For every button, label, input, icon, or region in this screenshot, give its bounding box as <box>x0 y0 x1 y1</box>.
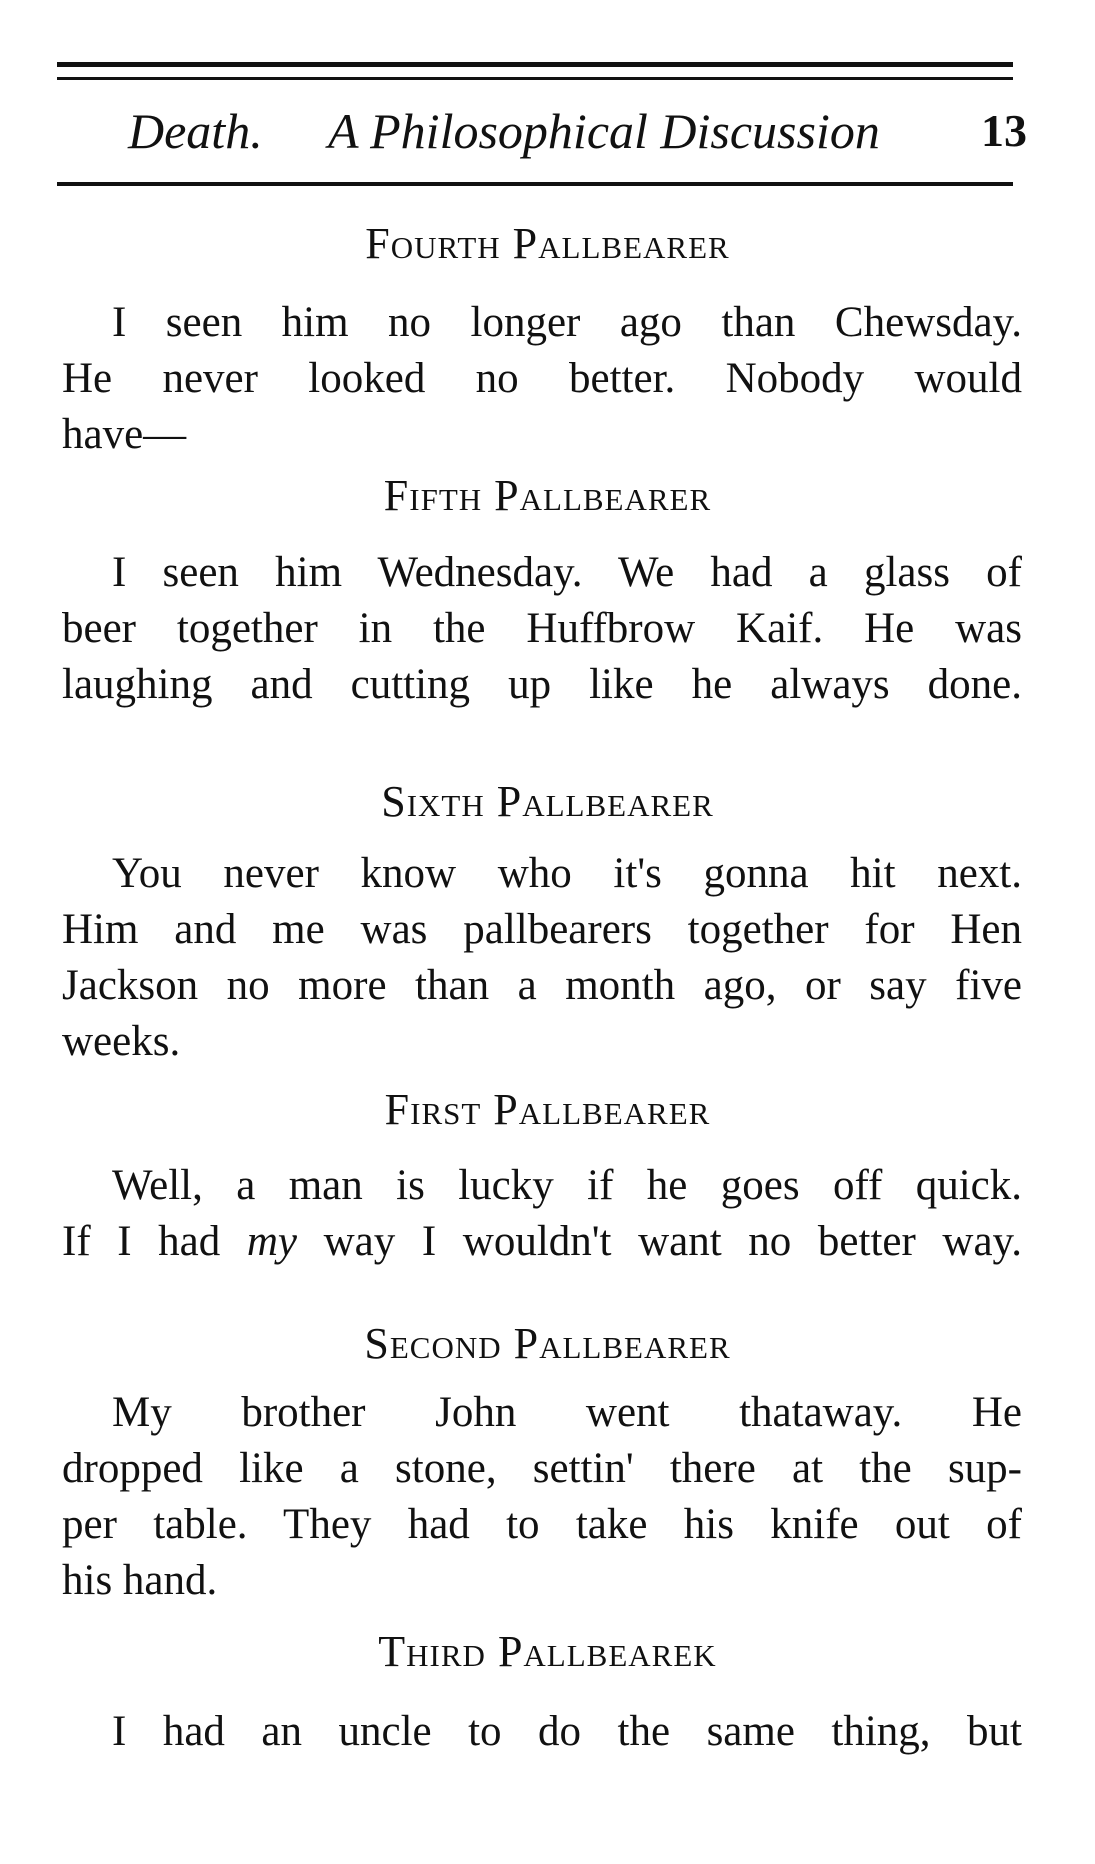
speaker-heading: Second Pallbearer <box>364 1319 731 1368</box>
speech-text: way I wouldn't want no better way. <box>323 1218 1022 1265</box>
speech-line: per table. They had to take his knife out of <box>62 1501 1022 1548</box>
speech-line: have— <box>62 411 187 458</box>
speech-line: beer together in the Huffbrow Kaif. He was <box>62 605 1022 652</box>
speaker-heading: Sixth Pallbearer <box>381 777 714 826</box>
speech-block <box>62 846 1022 1070</box>
running-head-subtitle: A Philosophical Discussion <box>328 103 880 159</box>
running-head <box>0 96 1095 166</box>
speech-block <box>62 1385 1022 1609</box>
speech-line: Well, a man is lucky if he goes off quick. <box>112 1162 1022 1209</box>
running-head-title: Death. <box>128 103 263 159</box>
speech-line <box>62 1214 1022 1270</box>
speech-line: I seen him no longer ago than Chewsday. <box>112 299 1022 346</box>
page-number: 13 <box>981 105 1027 156</box>
speech-block <box>62 1158 1022 1270</box>
header-rule-below <box>57 182 1013 186</box>
speech-block <box>62 545 1022 713</box>
speech-text: If I had <box>62 1218 221 1265</box>
speech-line: My brother John went thataway. He <box>112 1389 1022 1436</box>
header-double-rule-top <box>57 62 1013 67</box>
speech-line: He never looked no better. Nobody would <box>62 355 1022 402</box>
speech-line: I seen him Wednesday. We had a glass of <box>112 549 1022 596</box>
emphasized-word: my <box>246 1218 298 1265</box>
speech-line: laughing and cutting up like he always done. <box>62 661 1022 708</box>
speech-line: Jackson no more than a month ago, or say five <box>62 962 1022 1009</box>
speech-block <box>62 1704 1022 1760</box>
speech-line: I had an uncle to do the same thing, but <box>112 1708 1022 1755</box>
speaker-heading: Third Pallbearek <box>378 1627 717 1676</box>
speech-block <box>62 295 1022 463</box>
speaker-heading: Fourth Pallbearer <box>365 219 730 268</box>
speech-line: dropped like a stone, settin' there at the sup- <box>62 1445 1022 1492</box>
speaker-heading: Fifth Pallbearer <box>383 471 712 520</box>
speaker-heading: First Pallbearer <box>384 1085 711 1134</box>
speech-line: You never know who it's gonna hit next. <box>112 850 1022 897</box>
speech-line: weeks. <box>62 1018 181 1065</box>
header-double-rule-bottom <box>57 77 1013 80</box>
speech-line: his hand. <box>62 1557 218 1604</box>
speech-line: Him and me was pallbearers together for Hen <box>62 906 1022 953</box>
